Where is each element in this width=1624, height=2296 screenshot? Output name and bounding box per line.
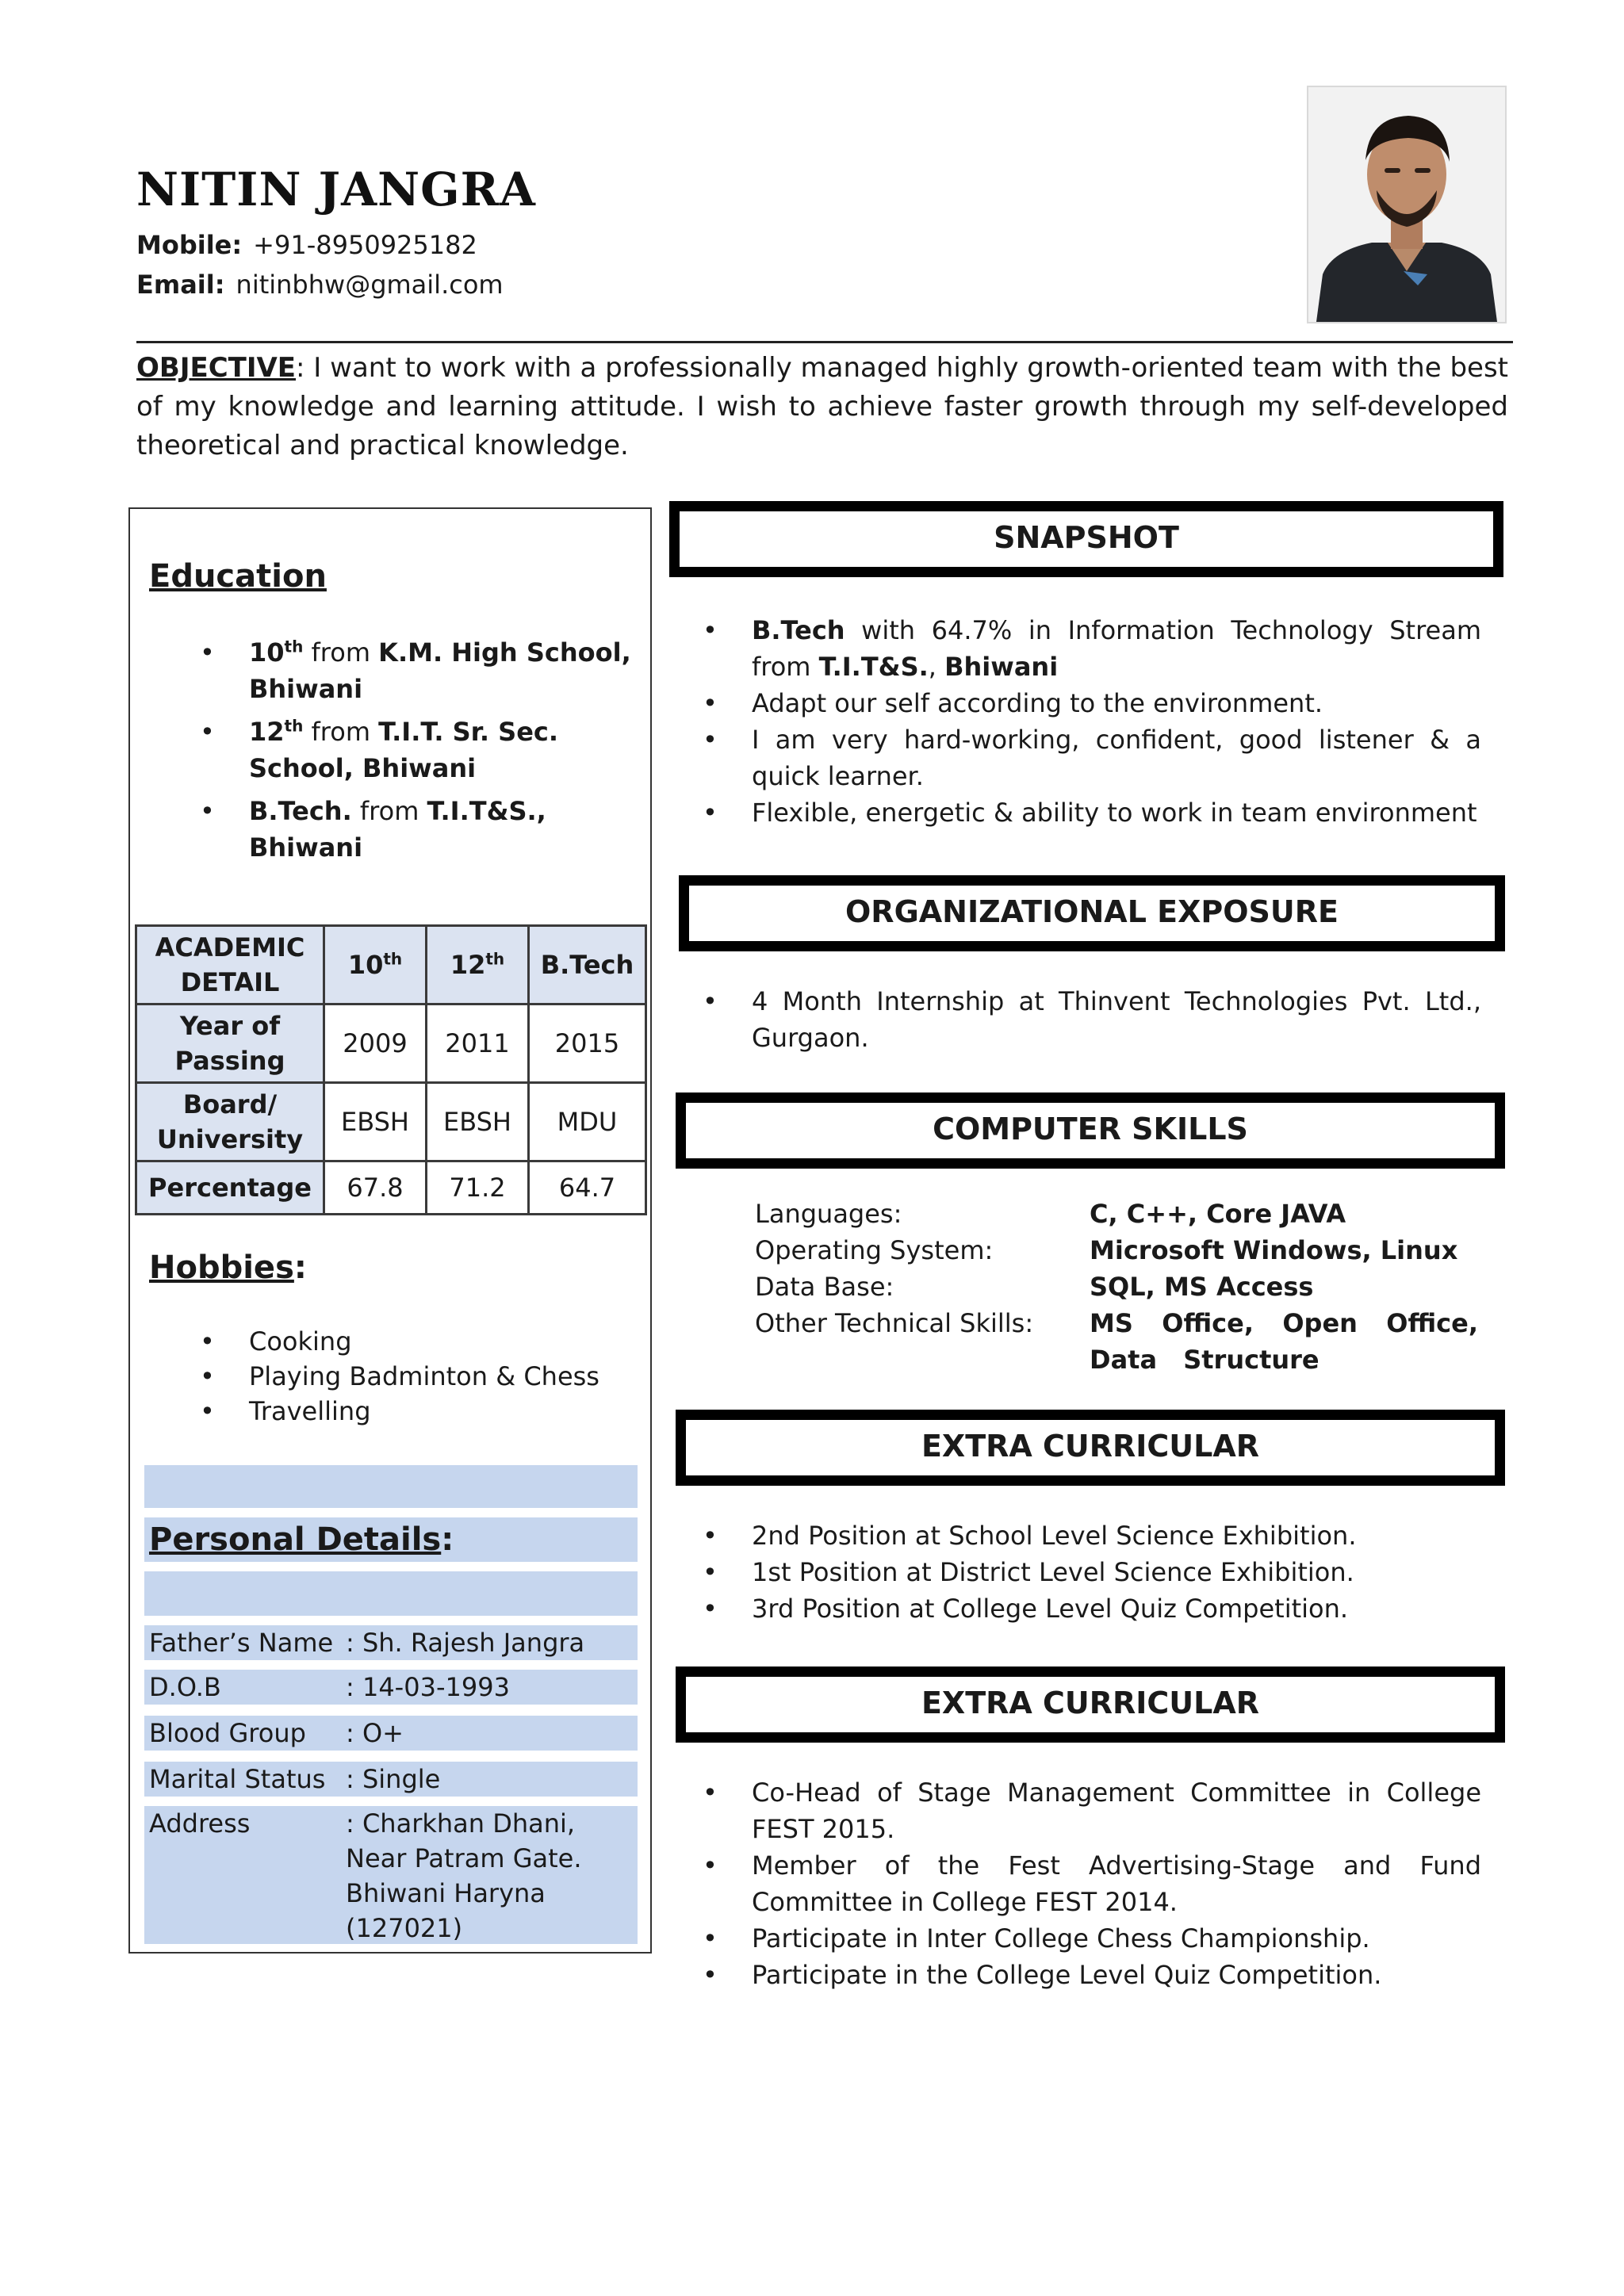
personal-bar-blank <box>144 1571 638 1616</box>
personal-row-address: Address : Charkhan Dhani, Near Patram Gate. Bhiwani Haryna (127021) <box>144 1806 638 1944</box>
table-row: Year of Passing 2009 2011 2015 <box>136 1004 646 1083</box>
list-item: • Travelling <box>200 1394 644 1429</box>
email-line <box>136 270 504 300</box>
objective-text: : I want to work with a professionally managed highly growth-oriented team with the best of my knowledge and learning attitude. I wish to achieve faster growth through my self-developed theoretical and practical knowledge. <box>136 352 1508 461</box>
table-row: Board/ University EBSH EBSH MDU <box>136 1083 646 1161</box>
list-item: • B.Tech with 64.7% in Information Technology Stream from T.I.T&S., Bhiwani <box>703 612 1481 685</box>
academic-detail-table <box>135 924 647 1215</box>
list-item: • 4 Month Internship at Thinvent Technologies Pvt. Ltd., Gurgaon. <box>703 983 1481 1056</box>
list-item: • 3rd Position at College Level Quiz Competition. <box>703 1590 1481 1627</box>
skill-key: Languages: <box>755 1199 902 1229</box>
list-item: • 12th from T.I.T. Sr. Sec. School, Bhiwani <box>200 714 644 786</box>
list-item: • B.Tech. from T.I.T&S., Bhiwani <box>200 793 644 866</box>
mobile-number: +91-8950925182 <box>253 230 477 260</box>
list-item: • Adapt our self according to the environment. <box>703 685 1481 721</box>
hobbies-heading: Hobbies: <box>149 1249 307 1286</box>
hobbies-list <box>200 1324 644 1429</box>
computer-skills-header: COMPUTER SKILLS <box>676 1093 1505 1169</box>
education-list <box>200 634 644 866</box>
list-item: • Playing Badminton & Chess <box>200 1359 644 1394</box>
skill-value: C, C++, Core JAVA <box>1090 1199 1346 1229</box>
mobile-label: Mobile: <box>136 230 243 260</box>
list-item: • Participate in the College Level Quiz Competition. <box>703 1957 1481 1993</box>
skill-value: SQL, MS Access <box>1090 1272 1314 1302</box>
email-label: Email: <box>136 270 225 300</box>
list-item: • 10th from K.M. High School, Bhiwani <box>200 634 644 707</box>
skill-key: Operating System: <box>755 1235 994 1265</box>
skill-value: MS Office, Open Office, Data Structure <box>1090 1308 1478 1375</box>
extra-curricular-header-1: EXTRA CURRICULAR <box>676 1410 1505 1486</box>
person-silhouette-icon <box>1308 87 1505 322</box>
list-item: • 2nd Position at School Level Science Exhibition. <box>703 1517 1481 1554</box>
list-item: • I am very hard-working, confident, good listener & a quick learner. <box>703 721 1481 794</box>
personal-row-father: Father’s Name : Sh. Rajesh Jangra <box>144 1625 638 1660</box>
personal-heading: Personal Details: <box>149 1521 454 1558</box>
list-item: • Flexible, energetic & ability to work in team environment <box>703 794 1481 831</box>
snapshot-header: SNAPSHOT <box>669 501 1503 577</box>
list-item: • Co-Head of Stage Management Committee in College FEST 2015. <box>703 1774 1481 1847</box>
email-address: nitinbhw@gmail.com <box>236 270 504 300</box>
extra-curricular-list-1 <box>703 1517 1481 1627</box>
profile-photo <box>1307 86 1507 323</box>
extra-curricular-list-2 <box>703 1774 1481 1993</box>
header-divider <box>136 341 1513 343</box>
list-item: • Member of the Fest Advertising-Stage and Fund Committee in College FEST 2014. <box>703 1847 1481 1920</box>
extra-curricular-header-2: EXTRA CURRICULAR <box>676 1667 1505 1743</box>
mobile-line <box>136 230 477 260</box>
candidate-name: NITIN JANGRA <box>136 163 536 216</box>
objective-paragraph <box>136 349 1508 465</box>
organizational-list <box>703 983 1481 1056</box>
personal-row-dob: D.O.B : 14-03-1993 <box>144 1670 638 1705</box>
education-heading: Education <box>149 558 327 595</box>
personal-heading-bar <box>144 1517 638 1562</box>
skill-value: Microsoft Windows, Linux <box>1090 1235 1458 1265</box>
personal-row-blood: Blood Group : O+ <box>144 1716 638 1751</box>
personal-bar-top <box>144 1465 638 1508</box>
snapshot-list <box>703 612 1481 831</box>
personal-row-marital: Marital Status : Single <box>144 1762 638 1797</box>
objective-label: OBJECTIVE <box>136 352 297 384</box>
list-item: • 1st Position at District Level Science Exhibition. <box>703 1554 1481 1590</box>
skill-key: Other Technical Skills: <box>755 1308 1034 1338</box>
list-item: • Cooking <box>200 1324 644 1359</box>
table-row: Percentage 67.8 71.2 64.7 <box>136 1161 646 1215</box>
skill-key: Data Base: <box>755 1272 894 1302</box>
list-item: • Participate in Inter College Chess Championship. <box>703 1920 1481 1957</box>
organizational-header: ORGANIZATIONAL EXPOSURE <box>679 875 1505 951</box>
table-row: ACADEMIC DETAIL 10th 12th B.Tech <box>136 926 646 1004</box>
